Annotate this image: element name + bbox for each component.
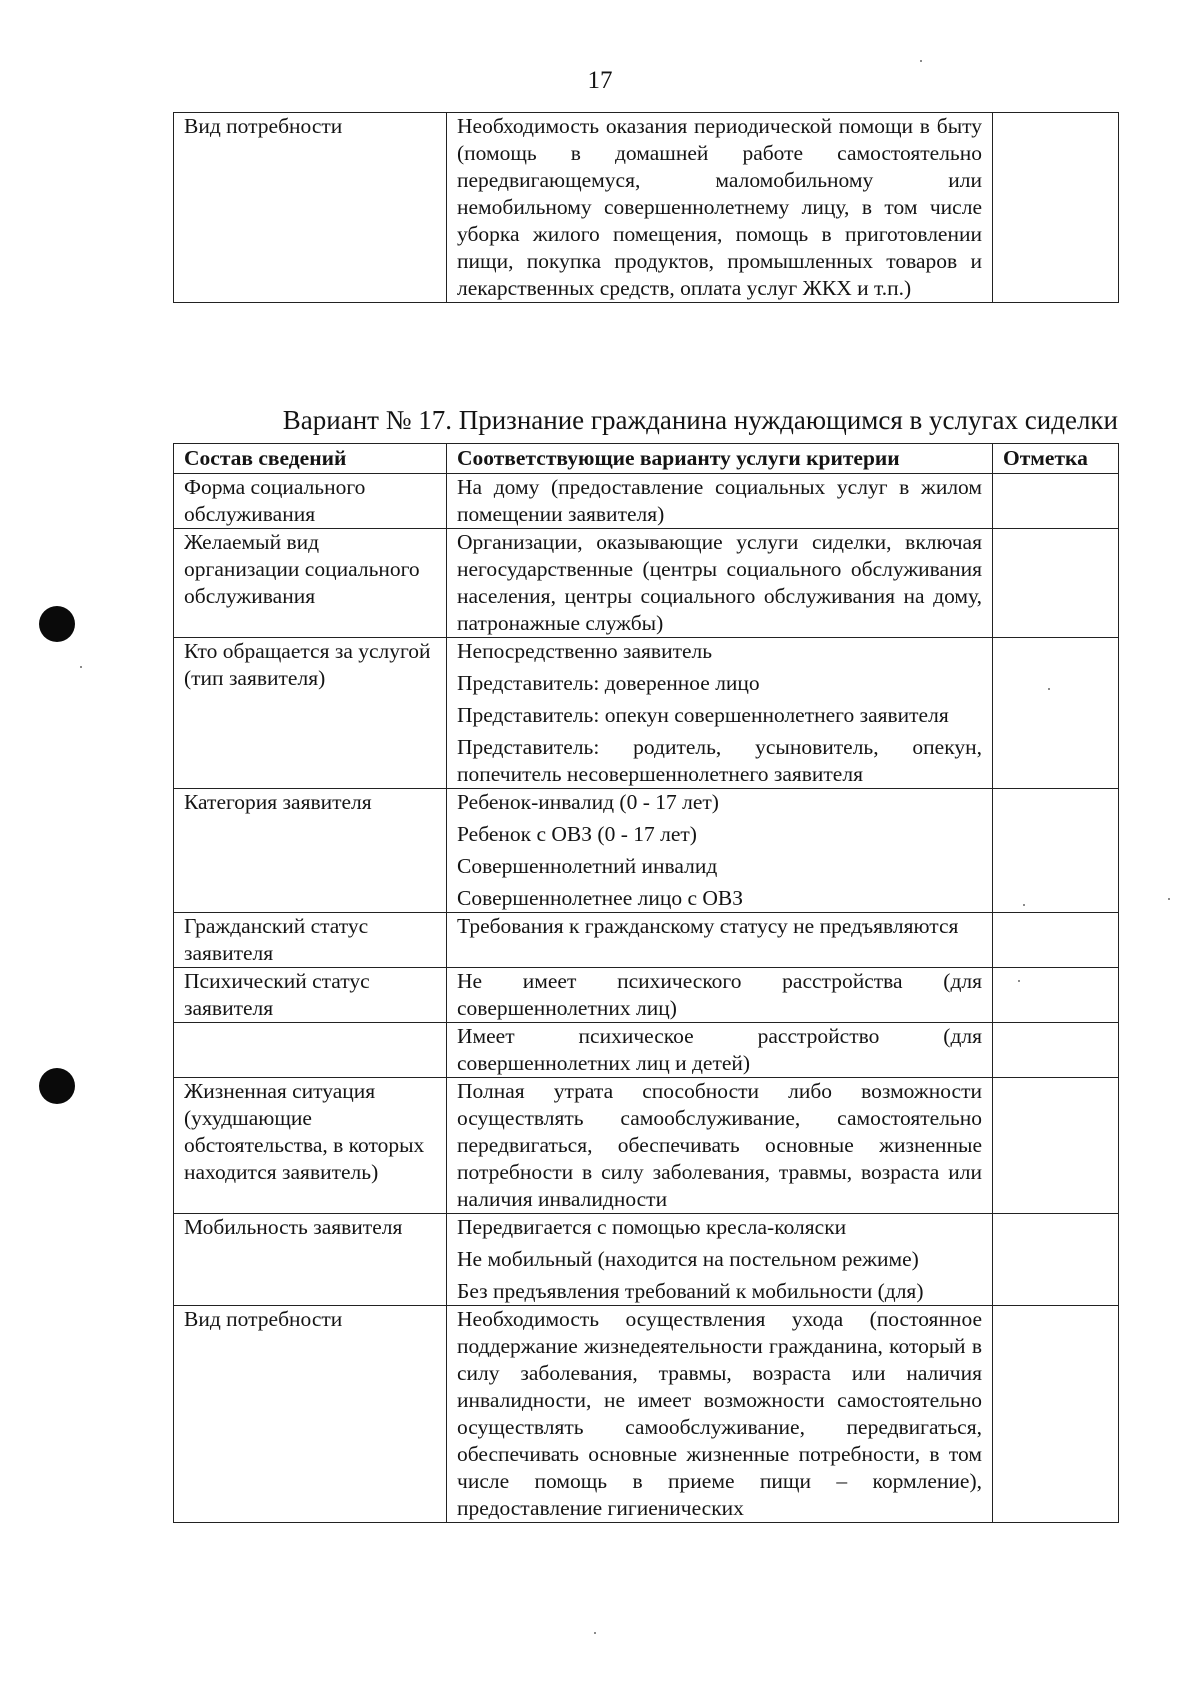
criterion-text: На дому (предоставление социальных услуг в жилом помещении заявителя) <box>457 475 982 526</box>
row-label: Вид потребности <box>174 1306 447 1523</box>
table-row <box>174 638 1119 789</box>
row-criteria <box>447 1306 993 1523</box>
row-mark-cell[interactable] <box>993 529 1119 638</box>
criterion-text: Требования к гражданскому статусу не предъявляются <box>457 914 959 938</box>
table-row <box>174 968 1119 1023</box>
header-criteria: Соответствующие варианту услуги критерии <box>447 444 993 474</box>
row-criteria <box>447 113 993 303</box>
scan-speck <box>1048 688 1050 690</box>
criterion-text: Совершеннолетний инвалид <box>457 854 718 878</box>
criterion-text: Без предъявления требований к мобильности (для) <box>457 1279 924 1303</box>
table-row <box>174 1078 1119 1214</box>
page-number: 17 <box>587 67 613 94</box>
criterion-text: Совершеннолетнее лицо с ОВЗ <box>457 886 744 910</box>
row-label: Форма социального обслуживания <box>174 474 447 529</box>
criterion-text: Организации, оказывающие услуги сиделки, включая негосударственные (центры социального обслуживания населения, центры социального обслуживания на дому, патронажные службы) <box>457 530 982 635</box>
row-mark-cell[interactable] <box>993 968 1119 1023</box>
row-mark-cell[interactable] <box>993 113 1119 303</box>
criterion-text: Ребенок с ОВЗ (0 - 17 лет) <box>457 822 697 846</box>
table-row <box>174 113 1119 303</box>
row-criteria <box>447 789 993 913</box>
row-label: Категория заявителя <box>174 789 447 913</box>
row-label: Жизненная ситуация (ухудшающие обстоятельства, в которых находится заявитель) <box>174 1078 447 1214</box>
table-row <box>174 529 1119 638</box>
row-label: Вид потребности <box>174 113 447 303</box>
main-table-body <box>174 474 1119 1523</box>
variant-title: Вариант № 17. Признание гражданина нуждающимся в услугах сиделки <box>282 405 1118 435</box>
variant-17-table <box>173 443 1119 1523</box>
row-criteria <box>447 1023 993 1078</box>
top-continuation-table <box>173 112 1119 303</box>
criterion-text: Передвигается с помощью кресла-коляски <box>457 1215 847 1239</box>
criterion-text: Не мобильный (находится на постельном режиме) <box>457 1247 919 1271</box>
table-header-row <box>174 444 1119 474</box>
criterion-text: Представитель: родитель, усыновитель, опекун, попечитель несовершеннолетнего заявителя <box>457 735 982 786</box>
table-row <box>174 1214 1119 1306</box>
row-label: Психический статус заявителя <box>174 968 447 1023</box>
criterion-text: Не имеет психического расстройства (для совершеннолетних лиц) <box>457 969 982 1020</box>
row-label: Кто обращается за услугой (тип заявителя) <box>174 638 447 789</box>
row-mark-cell[interactable] <box>993 913 1119 968</box>
row-mark-cell[interactable] <box>993 1023 1119 1078</box>
top-table-body <box>174 113 1119 303</box>
header-mark: Отметка <box>993 444 1119 474</box>
row-label: Мобильность заявителя <box>174 1214 447 1306</box>
header-info-composition: Состав сведений <box>174 444 447 474</box>
criterion-text: Полная утрата способности либо возможности осуществлять самообслуживание, самостоятельно передвигаться, обеспечивать основные жизненные потребности в силу заболевания, травмы, возраста или наличия инвалидности <box>457 1079 982 1211</box>
table-row <box>174 913 1119 968</box>
table-row <box>174 1023 1119 1078</box>
row-label: Желаемый вид организации социального обслуживания <box>174 529 447 638</box>
row-criteria <box>447 638 993 789</box>
scan-speck <box>80 666 82 668</box>
table-row <box>174 789 1119 913</box>
scan-speck <box>1018 980 1020 982</box>
table-row <box>174 474 1119 529</box>
scan-speck <box>1023 904 1025 906</box>
row-criteria <box>447 474 993 529</box>
criterion-text: Необходимость осуществления ухода (постоянное поддержание жизнедеятельности гражданина, который в силу заболевания, травмы, возраста или наличия инвалидности, не имеет возможности самостоятельно осуществлять самообслуживание, передвигаться, обеспечивать основные жизненные потребности, в том числе помощь в приеме пищи – кормление), предоставление гигиенических <box>457 1307 982 1520</box>
row-criteria <box>447 529 993 638</box>
criterion-text: Необходимость оказания периодической помощи в быту (помощь в домашней работе самостоятельно передвигающемуся, маломобильному или немобильному совершеннолетнему лицу, в том числе уборка жилого помещения, помощь в приготовлении пищи, покупка продуктов, промышленных товаров и лекарственных средств, оплата услуг ЖКХ и т.п.) <box>457 114 982 300</box>
row-criteria <box>447 1078 993 1214</box>
row-mark-cell[interactable] <box>993 474 1119 529</box>
criterion-text: Представитель: опекун совершеннолетнего заявителя <box>457 703 949 727</box>
criterion-text: Имеет психическое расстройство (для совершеннолетних лиц и детей) <box>457 1024 982 1075</box>
punch-hole <box>39 606 75 642</box>
scan-speck <box>1168 898 1170 900</box>
criterion-text: Представитель: доверенное лицо <box>457 671 760 695</box>
punch-hole <box>39 1068 75 1104</box>
criterion-text: Непосредственно заявитель <box>457 639 713 663</box>
row-mark-cell[interactable] <box>993 789 1119 913</box>
row-mark-cell[interactable] <box>993 638 1119 789</box>
scan-speck <box>594 1632 596 1634</box>
row-mark-cell[interactable] <box>993 1078 1119 1214</box>
row-label <box>174 1023 447 1078</box>
criterion-text: Ребенок-инвалид (0 - 17 лет) <box>457 790 719 814</box>
row-criteria <box>447 913 993 968</box>
scan-speck <box>920 60 922 62</box>
row-mark-cell[interactable] <box>993 1214 1119 1306</box>
row-mark-cell[interactable] <box>993 1306 1119 1523</box>
table-row <box>174 1306 1119 1523</box>
row-criteria <box>447 968 993 1023</box>
row-criteria <box>447 1214 993 1306</box>
row-label: Гражданский статус заявителя <box>174 913 447 968</box>
